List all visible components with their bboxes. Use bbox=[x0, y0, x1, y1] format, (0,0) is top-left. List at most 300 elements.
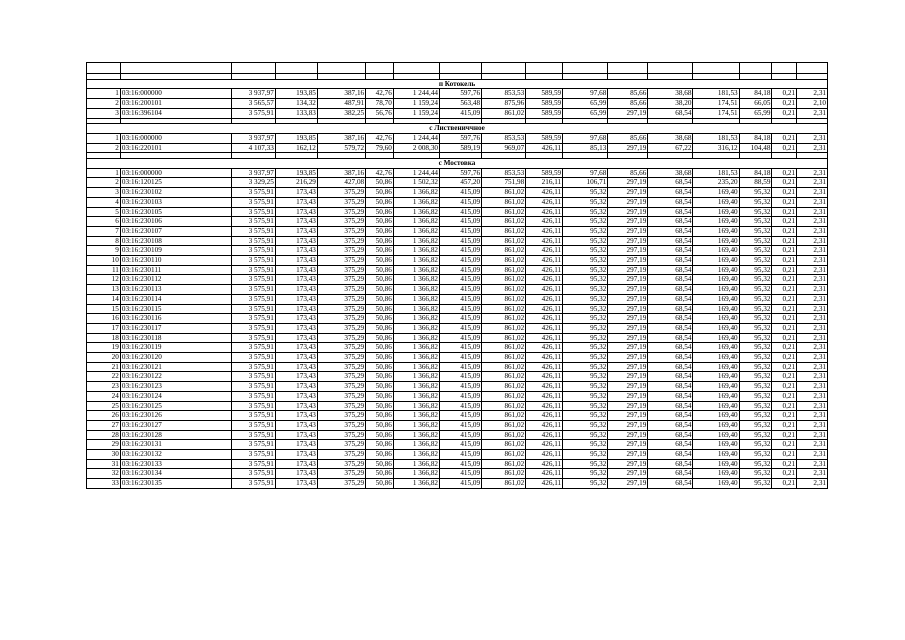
value-cell: 0,21 bbox=[772, 469, 797, 479]
value-cell: 95,32 bbox=[739, 420, 772, 430]
cadastral-number: 03:16:230111 bbox=[120, 265, 231, 275]
value-cell: 457,20 bbox=[440, 178, 482, 188]
value-cell: 2,31 bbox=[797, 256, 828, 266]
value-cell: 0,21 bbox=[772, 314, 797, 324]
row-number: 20 bbox=[87, 353, 121, 363]
value-cell: 68,54 bbox=[648, 459, 693, 469]
value-cell: 3 575,91 bbox=[231, 401, 275, 411]
value-cell: 78,70 bbox=[366, 99, 394, 109]
value-cell: 0,21 bbox=[772, 168, 797, 178]
value-cell: 415,09 bbox=[440, 265, 482, 275]
value-cell: 95,32 bbox=[739, 411, 772, 421]
value-cell: 68,54 bbox=[648, 236, 693, 246]
table-row bbox=[87, 333, 828, 343]
value-cell: 1 366,82 bbox=[393, 246, 439, 256]
value-cell: 95,32 bbox=[563, 353, 608, 363]
value-cell: 2,31 bbox=[797, 411, 828, 421]
value-cell: 0,21 bbox=[772, 450, 797, 460]
value-cell: 316,12 bbox=[693, 143, 739, 153]
value-cell: 68,54 bbox=[648, 479, 693, 489]
value-cell: 751,98 bbox=[482, 178, 526, 188]
value-cell: 1 502,32 bbox=[393, 178, 439, 188]
value-cell: 169,40 bbox=[693, 207, 739, 217]
value-cell: 415,09 bbox=[440, 353, 482, 363]
value-cell: 1 159,24 bbox=[393, 99, 439, 109]
value-cell: 95,32 bbox=[563, 197, 608, 207]
table-row bbox=[87, 479, 828, 489]
value-cell: 173,43 bbox=[275, 294, 317, 304]
value-cell: 0,21 bbox=[772, 275, 797, 285]
value-cell: 0,21 bbox=[772, 133, 797, 143]
value-cell: 861,02 bbox=[482, 188, 526, 198]
value-cell: 95,32 bbox=[739, 479, 772, 489]
value-cell: 297,19 bbox=[608, 256, 648, 266]
value-cell: 426,11 bbox=[526, 391, 563, 401]
value-cell: 861,02 bbox=[482, 362, 526, 372]
value-cell: 3 575,91 bbox=[231, 265, 275, 275]
cadastral-number: 03:16:230122 bbox=[120, 372, 231, 382]
value-cell: 415,09 bbox=[440, 207, 482, 217]
row-number: 2 bbox=[87, 99, 121, 109]
value-cell: 95,32 bbox=[563, 382, 608, 392]
value-cell: 0,21 bbox=[772, 236, 797, 246]
value-cell: 297,19 bbox=[608, 246, 648, 256]
value-cell: 68,54 bbox=[648, 469, 693, 479]
value-cell: 95,32 bbox=[739, 469, 772, 479]
value-cell: 50,86 bbox=[366, 459, 394, 469]
empty-cell bbox=[797, 63, 828, 74]
value-cell: 173,43 bbox=[275, 391, 317, 401]
row-number: 9 bbox=[87, 246, 121, 256]
value-cell: 38,20 bbox=[648, 99, 693, 109]
value-cell: 2,31 bbox=[797, 401, 828, 411]
value-cell: 95,32 bbox=[563, 362, 608, 372]
value-cell: 95,32 bbox=[739, 226, 772, 236]
cadastral-number: 03:16:230107 bbox=[120, 226, 231, 236]
table-row bbox=[87, 382, 828, 392]
section-title: с Мостовка bbox=[87, 158, 828, 168]
value-cell: 426,11 bbox=[526, 226, 563, 236]
value-cell: 3 937,97 bbox=[231, 168, 275, 178]
value-cell: 95,32 bbox=[563, 217, 608, 227]
value-cell: 297,19 bbox=[608, 143, 648, 153]
value-cell: 1 159,24 bbox=[393, 108, 439, 118]
value-cell: 415,09 bbox=[440, 294, 482, 304]
value-cell: 2,10 bbox=[797, 99, 828, 109]
value-cell: 1 366,82 bbox=[393, 323, 439, 333]
value-cell: 235,20 bbox=[693, 178, 739, 188]
value-cell: 297,19 bbox=[608, 178, 648, 188]
value-cell: 297,19 bbox=[608, 294, 648, 304]
value-cell: 3 575,91 bbox=[231, 256, 275, 266]
value-cell: 0,21 bbox=[772, 89, 797, 99]
value-cell: 861,02 bbox=[482, 411, 526, 421]
value-cell: 68,54 bbox=[648, 285, 693, 295]
value-cell: 426,11 bbox=[526, 469, 563, 479]
value-cell: 84,18 bbox=[739, 133, 772, 143]
value-cell: 861,02 bbox=[482, 382, 526, 392]
row-number: 12 bbox=[87, 275, 121, 285]
value-cell: 50,86 bbox=[366, 411, 394, 421]
table-row bbox=[87, 217, 828, 227]
cadastral-number: 03:16:230108 bbox=[120, 236, 231, 246]
table-row bbox=[87, 459, 828, 469]
cadastral-value-table bbox=[86, 62, 828, 489]
cadastral-number: 03:16:396104 bbox=[120, 108, 231, 118]
value-cell: 50,86 bbox=[366, 420, 394, 430]
row-number: 7 bbox=[87, 226, 121, 236]
value-cell: 95,32 bbox=[563, 391, 608, 401]
value-cell: 169,40 bbox=[693, 304, 739, 314]
value-cell: 50,86 bbox=[366, 323, 394, 333]
value-cell: 375,29 bbox=[317, 256, 365, 266]
value-cell: 169,40 bbox=[693, 362, 739, 372]
value-cell: 861,02 bbox=[482, 285, 526, 295]
value-cell: 38,68 bbox=[648, 133, 693, 143]
value-cell: 415,09 bbox=[440, 450, 482, 460]
value-cell: 0,21 bbox=[772, 333, 797, 343]
value-cell: 50,86 bbox=[366, 236, 394, 246]
value-cell: 297,19 bbox=[608, 285, 648, 295]
value-cell: 1 366,82 bbox=[393, 197, 439, 207]
cadastral-number: 03:16:230109 bbox=[120, 246, 231, 256]
value-cell: 415,09 bbox=[440, 246, 482, 256]
value-cell: 56,76 bbox=[366, 108, 394, 118]
value-cell: 1 366,82 bbox=[393, 362, 439, 372]
value-cell: 589,59 bbox=[526, 168, 563, 178]
value-cell: 1 366,82 bbox=[393, 420, 439, 430]
value-cell: 84,18 bbox=[739, 89, 772, 99]
value-cell: 3 575,91 bbox=[231, 450, 275, 460]
value-cell: 50,86 bbox=[366, 450, 394, 460]
value-cell: 861,02 bbox=[482, 236, 526, 246]
value-cell: 95,32 bbox=[739, 285, 772, 295]
table-row bbox=[87, 188, 828, 198]
value-cell: 2,31 bbox=[797, 382, 828, 392]
value-cell: 861,02 bbox=[482, 197, 526, 207]
value-cell: 297,19 bbox=[608, 217, 648, 227]
section-title: с Листвениччное bbox=[87, 124, 828, 134]
value-cell: 426,11 bbox=[526, 188, 563, 198]
value-cell: 169,40 bbox=[693, 275, 739, 285]
row-number: 27 bbox=[87, 420, 121, 430]
value-cell: 861,02 bbox=[482, 450, 526, 460]
value-cell: 169,40 bbox=[693, 343, 739, 353]
cadastral-number: 03:16:230135 bbox=[120, 479, 231, 489]
value-cell: 50,86 bbox=[366, 294, 394, 304]
value-cell: 426,11 bbox=[526, 411, 563, 421]
empty-cell bbox=[366, 63, 394, 74]
value-cell: 426,11 bbox=[526, 420, 563, 430]
value-cell: 3 575,91 bbox=[231, 197, 275, 207]
value-cell: 3 575,91 bbox=[231, 285, 275, 295]
value-cell: 861,02 bbox=[482, 323, 526, 333]
value-cell: 2,31 bbox=[797, 89, 828, 99]
value-cell: 375,29 bbox=[317, 411, 365, 421]
empty-cell bbox=[120, 63, 231, 74]
value-cell: 162,12 bbox=[275, 143, 317, 153]
value-cell: 2,31 bbox=[797, 479, 828, 489]
value-cell: 65,99 bbox=[739, 108, 772, 118]
value-cell: 95,32 bbox=[563, 450, 608, 460]
cadastral-number: 03:16:230133 bbox=[120, 459, 231, 469]
table-row bbox=[87, 197, 828, 207]
value-cell: 1 366,82 bbox=[393, 411, 439, 421]
value-cell: 173,43 bbox=[275, 450, 317, 460]
value-cell: 861,02 bbox=[482, 217, 526, 227]
value-cell: 95,32 bbox=[563, 372, 608, 382]
value-cell: 1 366,82 bbox=[393, 333, 439, 343]
value-cell: 169,40 bbox=[693, 440, 739, 450]
value-cell: 3 565,57 bbox=[231, 99, 275, 109]
row-number: 1 bbox=[87, 89, 121, 99]
value-cell: 95,32 bbox=[739, 333, 772, 343]
value-cell: 297,19 bbox=[608, 411, 648, 421]
value-cell: 95,32 bbox=[739, 256, 772, 266]
row-number: 14 bbox=[87, 294, 121, 304]
value-cell: 297,19 bbox=[608, 226, 648, 236]
value-cell: 426,11 bbox=[526, 265, 563, 275]
value-cell: 169,40 bbox=[693, 188, 739, 198]
value-cell: 563,48 bbox=[440, 99, 482, 109]
value-cell: 106,71 bbox=[563, 178, 608, 188]
value-cell: 95,32 bbox=[739, 323, 772, 333]
value-cell: 50,86 bbox=[366, 401, 394, 411]
value-cell: 95,32 bbox=[563, 420, 608, 430]
cadastral-number: 03:16:230125 bbox=[120, 401, 231, 411]
value-cell: 95,32 bbox=[563, 459, 608, 469]
value-cell: 3 575,91 bbox=[231, 430, 275, 440]
value-cell: 3 575,91 bbox=[231, 479, 275, 489]
value-cell: 415,09 bbox=[440, 226, 482, 236]
value-cell: 2,31 bbox=[797, 391, 828, 401]
value-cell: 375,29 bbox=[317, 188, 365, 198]
value-cell: 0,21 bbox=[772, 99, 797, 109]
value-cell: 68,54 bbox=[648, 246, 693, 256]
value-cell: 50,86 bbox=[366, 391, 394, 401]
value-cell: 68,54 bbox=[648, 420, 693, 430]
value-cell: 1 366,82 bbox=[393, 372, 439, 382]
value-cell: 426,11 bbox=[526, 236, 563, 246]
cadastral-number: 03:16:000000 bbox=[120, 168, 231, 178]
value-cell: 0,21 bbox=[772, 353, 797, 363]
value-cell: 3 575,91 bbox=[231, 323, 275, 333]
value-cell: 169,40 bbox=[693, 353, 739, 363]
value-cell: 3 575,91 bbox=[231, 362, 275, 372]
value-cell: 426,11 bbox=[526, 256, 563, 266]
value-cell: 50,86 bbox=[366, 382, 394, 392]
value-cell: 169,40 bbox=[693, 420, 739, 430]
row-number: 29 bbox=[87, 440, 121, 450]
value-cell: 50,86 bbox=[366, 226, 394, 236]
table-row bbox=[87, 236, 828, 246]
value-cell: 2,31 bbox=[797, 188, 828, 198]
value-cell: 861,02 bbox=[482, 304, 526, 314]
value-cell: 297,19 bbox=[608, 275, 648, 285]
value-cell: 169,40 bbox=[693, 323, 739, 333]
cadastral-number: 03:16:230123 bbox=[120, 382, 231, 392]
row-number: 1 bbox=[87, 168, 121, 178]
table-row bbox=[87, 275, 828, 285]
value-cell: 1 244,44 bbox=[393, 133, 439, 143]
value-cell: 169,40 bbox=[693, 285, 739, 295]
value-cell: 50,86 bbox=[366, 265, 394, 275]
value-cell: 95,32 bbox=[739, 372, 772, 382]
value-cell: 3 575,91 bbox=[231, 314, 275, 324]
cadastral-number: 03:16:230126 bbox=[120, 411, 231, 421]
value-cell: 297,19 bbox=[608, 450, 648, 460]
value-cell: 297,19 bbox=[608, 333, 648, 343]
value-cell: 68,54 bbox=[648, 440, 693, 450]
value-cell: 387,16 bbox=[317, 133, 365, 143]
value-cell: 2,31 bbox=[797, 275, 828, 285]
cadastral-number: 03:16:230120 bbox=[120, 353, 231, 363]
value-cell: 861,02 bbox=[482, 440, 526, 450]
value-cell: 487,91 bbox=[317, 99, 365, 109]
value-cell: 3 575,91 bbox=[231, 353, 275, 363]
value-cell: 95,32 bbox=[739, 265, 772, 275]
value-cell: 97,68 bbox=[563, 168, 608, 178]
value-cell: 95,32 bbox=[563, 323, 608, 333]
value-cell: 0,21 bbox=[772, 343, 797, 353]
table-row bbox=[87, 143, 828, 153]
value-cell: 589,59 bbox=[526, 133, 563, 143]
value-cell: 173,43 bbox=[275, 401, 317, 411]
value-cell: 1 366,82 bbox=[393, 236, 439, 246]
value-cell: 2,31 bbox=[797, 304, 828, 314]
value-cell: 589,59 bbox=[526, 108, 563, 118]
value-cell: 173,43 bbox=[275, 207, 317, 217]
value-cell: 216,11 bbox=[526, 178, 563, 188]
value-cell: 95,32 bbox=[739, 197, 772, 207]
value-cell: 853,53 bbox=[482, 168, 526, 178]
cadastral-number: 03:16:230118 bbox=[120, 333, 231, 343]
value-cell: 50,86 bbox=[366, 353, 394, 363]
value-cell: 387,16 bbox=[317, 168, 365, 178]
value-cell: 68,54 bbox=[648, 382, 693, 392]
value-cell: 375,29 bbox=[317, 197, 365, 207]
value-cell: 181,53 bbox=[693, 168, 739, 178]
value-cell: 95,32 bbox=[739, 314, 772, 324]
value-cell: 3 575,91 bbox=[231, 382, 275, 392]
cadastral-number: 03:16:230114 bbox=[120, 294, 231, 304]
value-cell: 173,43 bbox=[275, 479, 317, 489]
empty-cell bbox=[648, 63, 693, 74]
value-cell: 426,11 bbox=[526, 479, 563, 489]
value-cell: 173,43 bbox=[275, 362, 317, 372]
value-cell: 3 575,91 bbox=[231, 343, 275, 353]
value-cell: 169,40 bbox=[693, 450, 739, 460]
table-row bbox=[87, 285, 828, 295]
value-cell: 861,02 bbox=[482, 333, 526, 343]
value-cell: 375,29 bbox=[317, 420, 365, 430]
value-cell: 50,86 bbox=[366, 440, 394, 450]
value-cell: 415,09 bbox=[440, 372, 482, 382]
value-cell: 426,11 bbox=[526, 401, 563, 411]
value-cell: 2,31 bbox=[797, 217, 828, 227]
empty-cell bbox=[231, 63, 275, 74]
value-cell: 861,02 bbox=[482, 343, 526, 353]
value-cell: 0,21 bbox=[772, 294, 797, 304]
value-cell: 50,86 bbox=[366, 333, 394, 343]
value-cell: 50,86 bbox=[366, 479, 394, 489]
value-cell: 173,43 bbox=[275, 333, 317, 343]
value-cell: 68,54 bbox=[648, 430, 693, 440]
row-number: 31 bbox=[87, 459, 121, 469]
value-cell: 853,53 bbox=[482, 133, 526, 143]
value-cell: 579,72 bbox=[317, 143, 365, 153]
value-cell: 375,29 bbox=[317, 236, 365, 246]
value-cell: 426,11 bbox=[526, 314, 563, 324]
row-number: 3 bbox=[87, 108, 121, 118]
value-cell: 50,86 bbox=[366, 207, 394, 217]
value-cell: 88,59 bbox=[739, 178, 772, 188]
value-cell: 169,40 bbox=[693, 197, 739, 207]
table-row bbox=[87, 440, 828, 450]
row-number: 33 bbox=[87, 479, 121, 489]
value-cell: 173,43 bbox=[275, 343, 317, 353]
cadastral-number: 03:16:230113 bbox=[120, 285, 231, 295]
value-cell: 297,19 bbox=[608, 459, 648, 469]
value-cell: 297,19 bbox=[608, 440, 648, 450]
row-number: 24 bbox=[87, 391, 121, 401]
value-cell: 1 366,82 bbox=[393, 256, 439, 266]
table-row bbox=[87, 469, 828, 479]
section-header-row bbox=[87, 79, 828, 89]
value-cell: 426,11 bbox=[526, 372, 563, 382]
value-cell: 95,32 bbox=[739, 246, 772, 256]
value-cell: 3 575,91 bbox=[231, 188, 275, 198]
value-cell: 861,02 bbox=[482, 469, 526, 479]
value-cell: 0,21 bbox=[772, 304, 797, 314]
row-number: 10 bbox=[87, 256, 121, 266]
table-row bbox=[87, 401, 828, 411]
value-cell: 426,11 bbox=[526, 143, 563, 153]
value-cell: 382,25 bbox=[317, 108, 365, 118]
empty-cell bbox=[275, 63, 317, 74]
value-cell: 3 575,91 bbox=[231, 275, 275, 285]
value-cell: 426,11 bbox=[526, 450, 563, 460]
value-cell: 173,43 bbox=[275, 382, 317, 392]
value-cell: 50,86 bbox=[366, 285, 394, 295]
value-cell: 95,32 bbox=[563, 285, 608, 295]
value-cell: 0,21 bbox=[772, 226, 797, 236]
value-cell: 375,29 bbox=[317, 285, 365, 295]
value-cell: 375,29 bbox=[317, 323, 365, 333]
value-cell: 1 366,82 bbox=[393, 391, 439, 401]
value-cell: 67,22 bbox=[648, 143, 693, 153]
value-cell: 68,54 bbox=[648, 391, 693, 401]
value-cell: 2,31 bbox=[797, 294, 828, 304]
value-cell: 1 366,82 bbox=[393, 217, 439, 227]
cadastral-number: 03:16:230119 bbox=[120, 343, 231, 353]
value-cell: 3 575,91 bbox=[231, 236, 275, 246]
value-cell: 95,32 bbox=[563, 275, 608, 285]
value-cell: 415,09 bbox=[440, 285, 482, 295]
cadastral-number: 03:16:230116 bbox=[120, 314, 231, 324]
row-number: 8 bbox=[87, 236, 121, 246]
value-cell: 0,21 bbox=[772, 382, 797, 392]
value-cell: 68,54 bbox=[648, 323, 693, 333]
value-cell: 68,54 bbox=[648, 265, 693, 275]
value-cell: 0,21 bbox=[772, 401, 797, 411]
value-cell: 375,29 bbox=[317, 314, 365, 324]
value-cell: 297,19 bbox=[608, 197, 648, 207]
value-cell: 42,76 bbox=[366, 133, 394, 143]
value-cell: 173,43 bbox=[275, 236, 317, 246]
value-cell: 169,40 bbox=[693, 226, 739, 236]
value-cell: 2,31 bbox=[797, 440, 828, 450]
